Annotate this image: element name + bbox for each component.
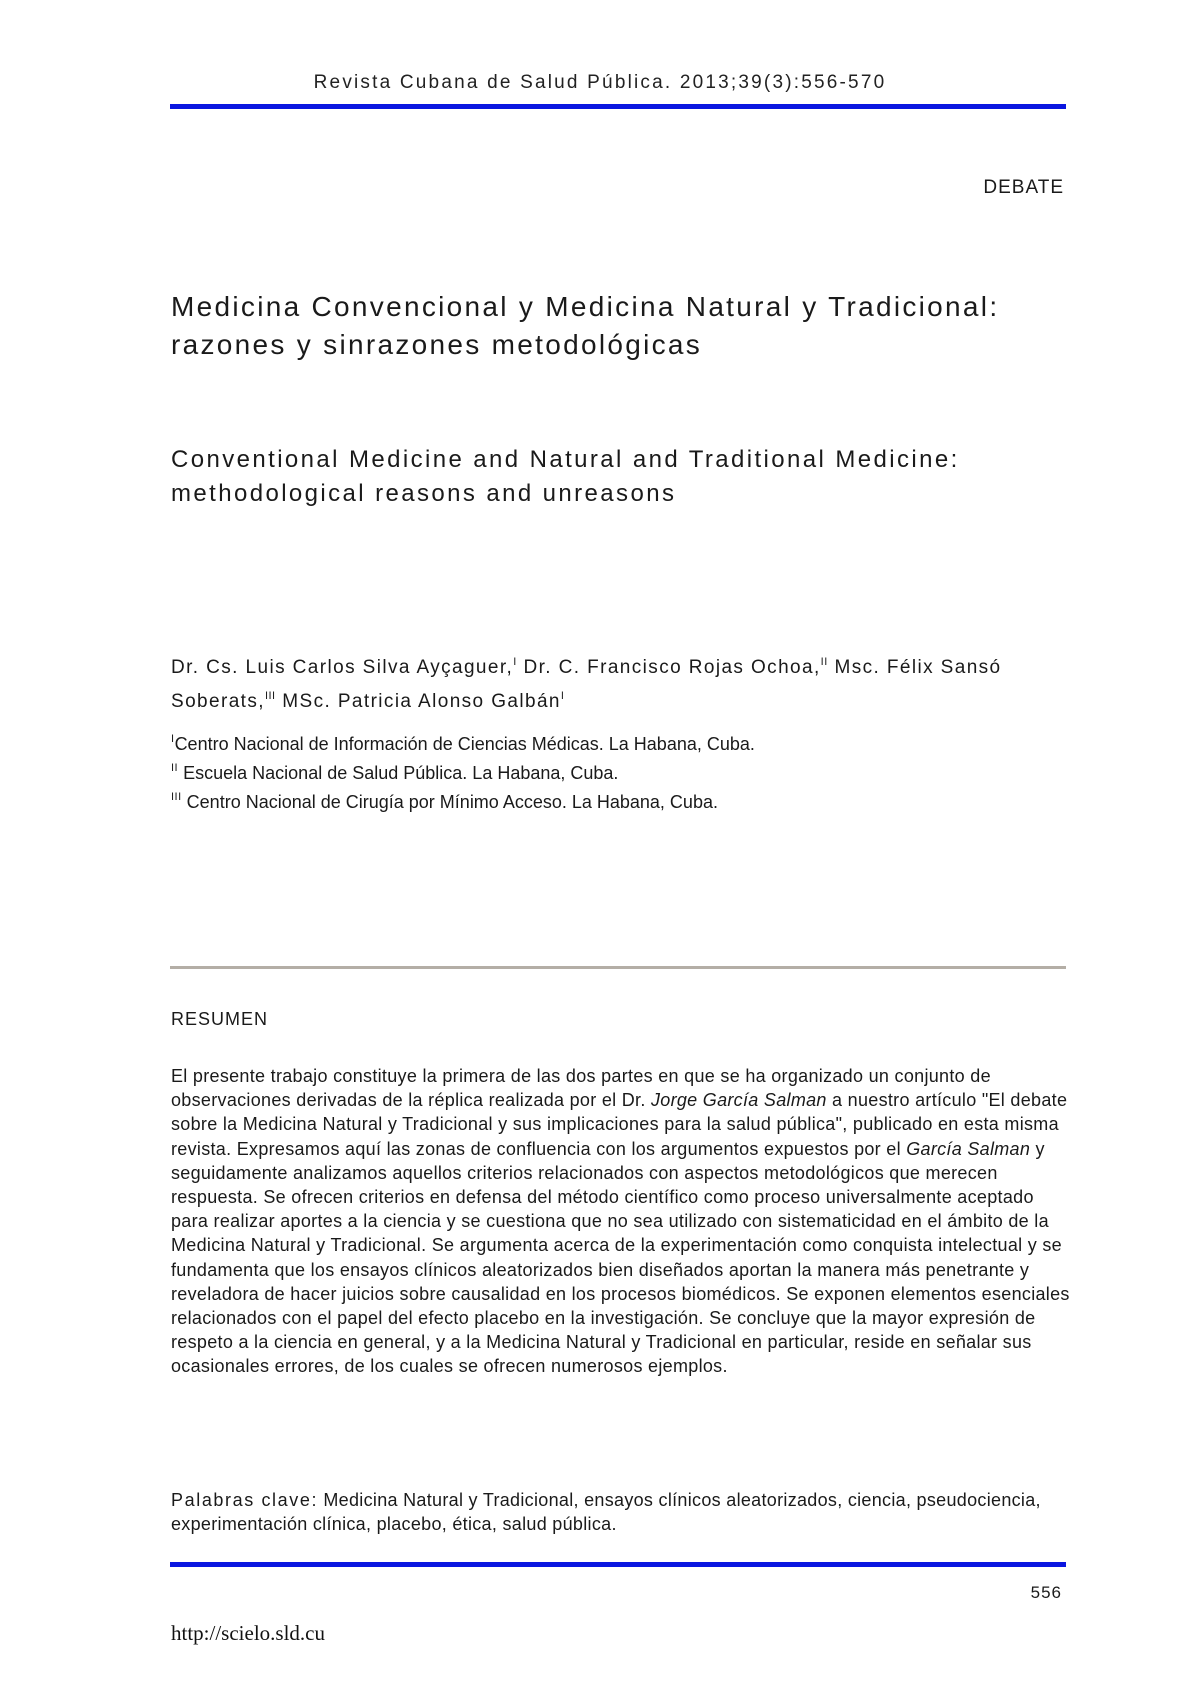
abstract-name-1: Jorge García Salman xyxy=(650,1090,827,1111)
abstract-text xyxy=(171,1064,1071,1379)
author-3: Msc. Félix Sansó Soberats, xyxy=(171,657,1002,712)
affiliation-1-text: Centro Nacional de Información de Ciencias Médicas. La Habana, Cuba. xyxy=(174,734,755,754)
section-divider xyxy=(170,966,1066,969)
abstract-heading: RESUMEN xyxy=(171,1009,269,1029)
author-4-affil-mark: I xyxy=(560,690,565,702)
author-2: Dr. C. Francisco Rojas Ochoa, xyxy=(516,657,821,678)
author-1: Dr. Cs. Luis Carlos Silva Ayçaguer, xyxy=(171,657,514,678)
article-title-en xyxy=(171,443,960,511)
site-url-link[interactable]: http://scielo.sld.cu xyxy=(171,1621,325,1645)
footer-rule xyxy=(170,1562,1066,1567)
author-1-affil-mark: I xyxy=(513,656,517,668)
keywords-label: Palabras clave: xyxy=(171,1490,319,1510)
affiliation-2-mark: II xyxy=(171,762,179,774)
title-es-line-2: razones y sinrazones metodológicas xyxy=(171,329,703,360)
affiliation-2-text: Escuela Nacional de Salud Pública. La Habana, Cuba. xyxy=(178,763,619,783)
affiliation-3-mark: III xyxy=(171,791,182,803)
header-rule xyxy=(170,104,1066,109)
author-list xyxy=(171,648,1071,716)
article-title-es xyxy=(171,288,999,364)
title-en-line-1: Conventional Medicine and Natural and Traditional Medicine: xyxy=(171,446,960,473)
abstract-name-2: García Salman xyxy=(906,1138,1031,1159)
affiliation-3 xyxy=(171,785,755,814)
journal-citation: Revista Cubana de Salud Pública. 2013;39(3):556-570 xyxy=(313,72,887,93)
affiliation-2 xyxy=(171,756,755,785)
affiliation-3-text: Centro Nacional de Cirugía por Mínimo Acceso. La Habana, Cuba. xyxy=(181,792,718,812)
author-2-affil-mark: II xyxy=(820,656,828,668)
title-en-line-2: methodological reasons and unreasons xyxy=(171,480,677,507)
affiliation-1-mark: I xyxy=(171,733,175,745)
abstract-part-1: El presente trabajo constituye la primera de las dos partes en que se ha organizado un conjunto de observaciones derivadas de la réplica realizada por el Dr. xyxy=(171,1066,991,1111)
keywords-text: Medicina Natural y Tradicional, ensayos clínicos aleatorizados, ciencia, pseudociencia, experimentación clínica, placebo, ética, salud pública. xyxy=(171,1490,1041,1534)
author-4: MSc. Patricia Alonso Galbán xyxy=(275,691,561,712)
keywords xyxy=(171,1488,1071,1536)
abstract-part-2: a nuestro artículo "El debate sobre la Medicina Natural y Tradicional y sus implicaciones para la salud pública", publicado en esta misma revista. Expresamos aquí las zonas de confluencia con los argumentos expuestos por el xyxy=(171,1090,1068,1159)
abstract-part-3: y seguidamente analizamos aquellos criterios relacionados con aspectos metodológicos que merecen respuesta. Se ofrecen criterios en defensa del método científico como proceso universalmente aceptado para realizar aportes a la ciencia y se cuestiona que no sea utilizado con sistematicidad en el ámbito de la Medicina Natural y Tradicional. Se argumenta acerca de la experimentación como conquista intelectual y se fundamenta que los ensayos clínicos aleatorizados bien diseñados aportan la manera más penetrante y reveladora de hacer juicios sobre causalidad en los procesos biomédicos. Se exponen elementos esenciales relacionados con el papel del efecto placebo en la investigación. Se concluye que la mayor expresión de respeto a la ciencia en general, y a la Medicina Natural y Tradicional en particular, reside en señalar sus ocasionales errores, de los cuales se ofrecen numerosos ejemplos. xyxy=(171,1138,1070,1377)
author-3-affil-mark: III xyxy=(264,690,276,702)
page-number: 556 xyxy=(1030,1583,1062,1602)
affiliations xyxy=(171,727,755,814)
affiliation-1 xyxy=(171,727,755,756)
title-es-line-1: Medicina Convencional y Medicina Natural y Tradicional: xyxy=(171,291,1000,322)
section-label: DEBATE xyxy=(983,177,1064,198)
